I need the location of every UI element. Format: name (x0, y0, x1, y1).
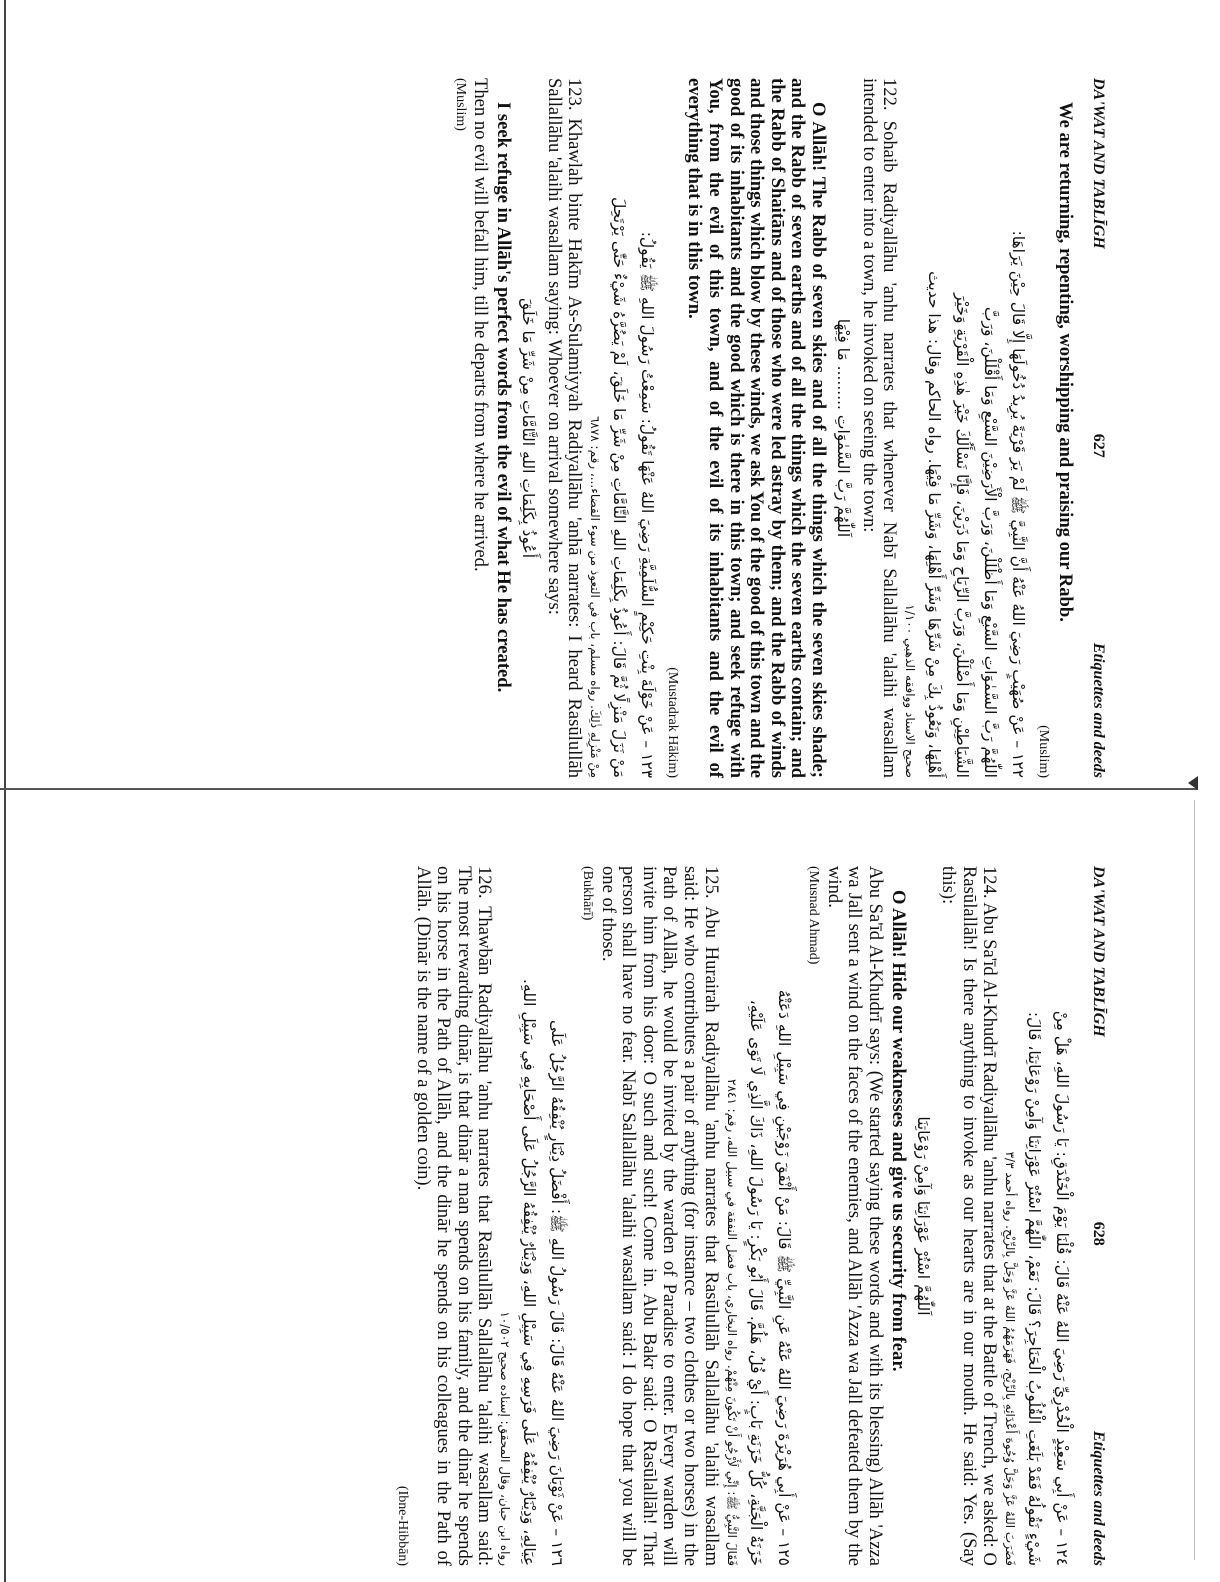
arabic-text: مَنْ نَزَلَ مَنْزِلًا ثُمَّ قَالَ: أَعُوذُ بِكَلِمَاتِ اللهِ التَّامَّاتِ مِنْ شَرِّ مَا خَلَقَ، لَمْ يَضُرَّهُ شَيْءٌ حَتّٰى يَرْتَحِلَ (610, 197, 629, 778)
scan-right-edge (1194, 800, 1195, 1560)
dua-translation: O Allāh! The Rabb of seven skies and of all the things which the seven skies shade; and the Rabb of seven earths and of all the things which the seven earths contain; and the Rabb of Shaitāns and of those who were led astray by them; and the Rabb of winds and those things which blow by these winds, we ask You of the good of this town and the good of its inhabitants and the good which is there in this town; and seek refuge with You, from the evil of this town, and of the evil of its inhabitants and the evil of everything that is in this town. (684, 78, 830, 778)
hadith-english: 122. Sohaib Radiyallāhu 'anhu narrates that whenever Nabī Sallallāhu 'alaihi wasallam intended to enter into a town, he invoked on seeing the town: (858, 78, 901, 778)
hadith-narration: Abu Sa'īd Al-Khudrī says: (We started saying these words and with its blessing) Allāh 'Azza wa Jall sent a wind on the faces of the enemies, and Allāh 'Azza wa Jall defeated them by the wind. (823, 866, 887, 1566)
source-citation: (Mustadrak Hākim) (664, 667, 680, 778)
dua-translation: I seek refuge in Allāh's perfect words from the evil of what He has created. (493, 102, 515, 693)
hadith-english: 125. Abu Hurairah Radiyallāhu 'anhu narrates that Rasūlullāh Sallallāhu 'alaihi wasallam said: He who contributes a pair of anything (for instance – two clothes or two horses) in the Path of Allāh, he would be invited by the warden of Paradise to enter. Every warden will invite him from his door: O such and such! Come in. Abu Bakr said: O Rasūlallāh! That person shall have no fear. Nabī Sallallāhu 'alaihi wasallam said: I do hope that you will be one of those. (597, 866, 722, 1566)
dua-translation: O Allāh! Hide our weaknesses and give us security from fear. (887, 890, 909, 1372)
arabic-text: أَهْلِهَا، وَنَعُوذُ بِكَ مِنْ شَرِّهَا وَشَرِّ أَهْلِهَا، وَشَرِّ مَا فِيْهَا. رواه الحاكم وقال: هذا حديث (925, 271, 944, 778)
arabic-text: الشَّيَاطِيْنِ وَمَا أَضْلَلْنَ، وَرَبَّ الرِّيَاحِ وَمَا ذَرَيْنَ، فَإِنَّا نَسْأَلُكَ خَيْرَ هٰذِهِ الْقَرْيَةِ وَخَيْرَ (953, 293, 972, 778)
hadith-122 (661, 78, 1031, 778)
arabic-text: عِيَالِهِ، وَدِيْنَارٌ يُنْفِقُهُ عَلَى فَرَسِهِ فِي سَبِيْلِ اللهِ، وَدِيْنَارٌ يُنْفِقُهُ الرَّجُلُ عَلَى أَصْحَابِهِ فِي سَبِيْلِ اللهِ. (520, 979, 539, 1566)
arabic-dua: اَللّٰهُمَّ اسْتُرْ عَوْرَاتِنَا وَآمِنْ رَوْعَاتِنَا (913, 1116, 932, 1316)
hadith-english: 123. Khawlah binte Hakīm As-Sulamiyyah Radiyallāhu 'anhā narrates: I heard Rasūlullāh Sallallāhu 'alaihi wasallam saying: Whoever on arrival somewhere says: (543, 78, 586, 778)
source-citation: (Bukhārī) (580, 866, 596, 921)
arabic-reference: رواه ابن حبان، وقال المحقق: إسناده صحيح ١٠/٥٠٢ (498, 1311, 513, 1566)
arabic-dua: أَعُوذُ بِكَلِمَاتِ اللهِ التَّامَّاتِ مِنْ شَرِّ مَا خَلَقَ (519, 297, 538, 559)
dua-translation: We are returning, repenting, worshipping and praising our Rabb. (1055, 102, 1077, 622)
scan-left-edge (4, 0, 6, 1582)
arabic-text: خَزَنَةُ الْجَنَّةِ، كُلُّ خَزَنَةِ بَابٍ: أَيْ فُلُ، هَلُمَّ. قَالَ أَبُو بَكْرٍ: يَا رَسُولَ اللهِ، ذَاكَ الَّذِي لَا تَوَى عَلَيْهِ، (746, 999, 765, 1566)
book-title: DA'WAT AND TABLĪGH (1090, 78, 1107, 249)
arabic-text: فَقَالَ النَّبِيُّ ﷺ: إِنِّي لَأَرْجُو أَنْ تَكُونَ مِنْهُمْ. رواه البخاري، باب فضل النفقة في سبيل الله، رقم: ٢٨٤١ (724, 1079, 739, 1566)
arabic-text: اللّٰهُمَّ رَبَّ السَّمٰوَاتِ السَّبْعِ وَمَا أَظْلَلْنَ، وَرَبَّ الْأَرَضِيْنَ السَّبْعِ وَمَا أَقْلَلْنَ، وَرَبَّ (981, 306, 1000, 778)
hadith-conclusion: Then no evil will befall him, till he departs from where he arrived. (470, 78, 492, 572)
hadith-126 (392, 866, 571, 1566)
page-header (1087, 78, 1108, 778)
source-citation: (Ibne-Hibbān) (395, 1485, 411, 1566)
page-number: 627 (1090, 433, 1107, 458)
arabic-text: فَضَرَبَ اللهُ عَزَّ وَجَلَّ وُجُوهَ أَعْدَائِهِ بِالرِّيْحِ، فَهَزَمَهُمُ اللهُ عَزَّ وَجَلَّ بِالرِّيْحِ. رواه أحمد ٣/٣ (1003, 1151, 1018, 1566)
arabic-dua: اَللّٰهُمَّ رَبَّ السَّمٰوَاتِ ......... مَا فِيْهَا (834, 318, 853, 538)
hadith-125 (577, 866, 797, 1566)
source-citation: (Muslim) (452, 78, 468, 131)
arabic-text: ١٢٥ – عَنْ أَبِي هُرَيْرَةَ رَضِيَ اللهُ عَنْهُ عَنِ النَّبِيِّ ﷺ قَالَ: مَنْ أَنْفَقَ زَوْجَيْنِ فِي سَبِيْلِ اللهِ دَعَتْهُ (774, 989, 793, 1566)
page-header (1087, 866, 1108, 1566)
arabic-text: شَيْءٍ نَقُولُهُ فَقَدْ بَلَغَتِ الْقُلُوبُ الْحَنَاجِرَ؟ قَالَ: نَعَمْ، اللّٰهُمَّ اسْتُرْ عَوْرَاتِنَا وَآمِنْ رَوْعَاتِنَا، قَالَ: (1025, 1011, 1044, 1566)
arabic-reference: مِنْ مَنْزِلِهِ ذٰلِكَ. رواه مسلم، باب في التعوذ من سوء القضاء...، رقم: ٦٨٧٨ (588, 415, 603, 778)
hadith-124 (803, 866, 1076, 1566)
arabic-text: ١٢٤ – عَنْ أَبِي سَعِيْدٍ الْخُدْرِيِّ رَضِيَ اللهُ عَنْهُ قَالَ: قُلْنَا يَوْمَ الْخَنْدَقِ: يَا رَسُولَ اللهِ، هَلْ مِنْ (1053, 1010, 1072, 1566)
arabic-text: ١٢٢ – عَنْ صُهَيْبٍ رَضِيَ اللهُ عَنْهُ أَنَّ النَّبِيَّ ﷺ لَمْ يَرَ قَرْيَةً يُرِيدُ دُخُولَهَا إِلَّا قَالَ حِيْنَ يَرَاهَا: (1009, 230, 1028, 778)
arabic-text: ١٢٣ – عَنْ خَوْلَةَ بِنْتِ حَكِيْمٍ السُّلَمِيَّةِ رَضِيَ اللهُ عَنْهَا تَقُولُ: سَمِعْتُ رَسُولَ اللهِ ﷺ يَقُولُ: (638, 231, 657, 778)
arabic-reference: صحيح الاسناد ووافقه الذهبي ١/١٠٠ (903, 604, 918, 778)
hadith-english: 124. Abu Sa'īd Al-Khudrī Radiyallāhu 'anhu narrates that at the Battle of Trench, we asked: O Rasūlallāh! Is there anything to invoke as our hearts are in our mouth. He said: Yes. (Say this): (938, 866, 1001, 1566)
hadith-123 (449, 78, 660, 778)
section-title: Etiquettes and deeds (1090, 642, 1107, 778)
book-title: DA'WAT AND TABLĪGH (1090, 866, 1107, 1037)
page-fold-line (0, 788, 1198, 790)
page-628 (108, 866, 1108, 1566)
page-627 (108, 78, 1108, 778)
arabic-text: ١٢٦ – عَنْ ثَوْبَانَ رَضِيَ اللهُ عَنْهُ قَالَ: قَالَ رَسُولُ اللهِ ﷺ: أَفْضَلُ دِيْنَارٍ يُنْفِقُهُ الرَّجُلُ عَلَى (548, 1020, 567, 1566)
source-citation: (Muslim) (1035, 725, 1051, 778)
fold-marker (1188, 776, 1198, 790)
section-title: Etiquettes and deeds (1090, 1430, 1107, 1566)
hadith-english: 126. Thawbān Radiyallāhu 'anhu narrates that Rasūlullāh Sallallāhu 'alaihi wasallam said: The most rewarding dinār, is that dinār a man spends on his family, and the dinār he spends on his horse in the Path of Allāh, and the dinār he spends on his colleagues in the Path of Allāh. (Dinār is the name of a golden coin). (412, 866, 496, 1566)
page-number: 628 (1090, 1221, 1107, 1246)
source-citation: (Musnad Ahmad) (806, 866, 822, 965)
